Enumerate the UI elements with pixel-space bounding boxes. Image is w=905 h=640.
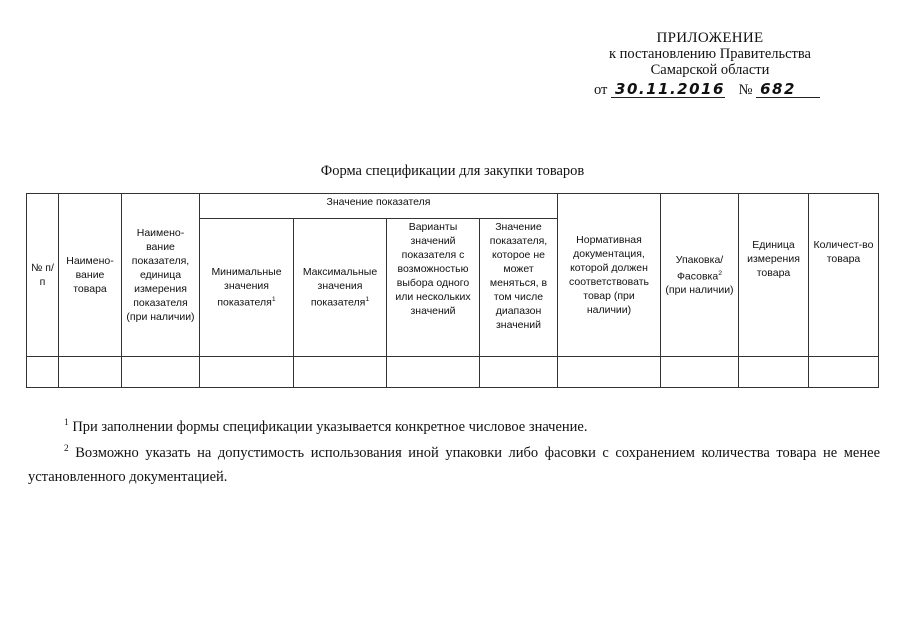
header-max: [294, 219, 387, 357]
table-cell: [809, 357, 879, 388]
footnote-1-text: При заполнении формы спецификации указывается конкретное числовое значение.: [72, 418, 588, 435]
table-cell: [27, 357, 59, 388]
header-value-group: Значение показателя: [200, 194, 558, 219]
header-normative: Нормативная документация, которой должен соответствовать товар (при наличии): [558, 194, 661, 357]
appendix-title: ПРИЛОЖЕНИЕ: [656, 30, 764, 46]
appendix-line1: к постановлению Правительства: [609, 46, 811, 62]
table-cell: [480, 357, 558, 388]
header-packaging: [661, 194, 739, 357]
date-line: [594, 82, 820, 99]
header-fixed: Значение показателя, которое не может меняться, в том числе диапазон значений: [480, 219, 558, 357]
appendix-line2: Самарской области: [650, 62, 770, 78]
table-cell: [59, 357, 122, 388]
sup-2-header: 2: [718, 269, 723, 277]
form-title: Форма спецификации для закупки товаров: [320, 163, 585, 179]
date-prefix: от: [594, 82, 608, 98]
table-cell: [739, 357, 809, 388]
table-header-row-1: [27, 194, 879, 219]
header-pack-b: (при наличии): [665, 284, 734, 297]
specification-table: [26, 193, 879, 388]
header-indicator: Наимено-вание показателя, единица измерения показателя (при наличии): [122, 194, 200, 357]
header-variants: Варианты значений показателя с возможностью выбора одного или нескольких значений: [387, 219, 480, 357]
appendix-header: [560, 30, 860, 78]
footnote-1-mark: 1: [64, 418, 69, 428]
table-row: [27, 357, 879, 388]
footnote-1: [28, 411, 880, 439]
table-cell: [558, 357, 661, 388]
header-quantity: Количест-во товара: [809, 194, 879, 357]
table-cell: [661, 357, 739, 388]
footnote-2: [28, 437, 880, 489]
sup-1-max: 1: [365, 296, 370, 304]
header-unit: Единица измерения товара: [739, 194, 809, 357]
handwritten-date: 30.11.2016: [611, 82, 725, 98]
table-cell: [387, 357, 480, 388]
footnote-2-text: Возможно указать на допустимость использования иной упаковки либо фасовки с сохранением количества товара не менее установленного документацией.: [28, 444, 880, 485]
footnote-2-mark: 2: [64, 444, 69, 454]
header-num: № п/п: [27, 194, 59, 357]
table-cell: [122, 357, 200, 388]
handwritten-number: 682: [756, 82, 820, 98]
header-product: Наимено-вание товара: [59, 194, 122, 357]
number-prefix: №: [738, 82, 753, 98]
header-min: [200, 219, 294, 357]
table-cell: [200, 357, 294, 388]
header-pack-a: Упаковка/ Фасовка: [675, 253, 724, 283]
header-max-label: Максимальные значения показателя: [302, 266, 378, 309]
table-cell: [294, 357, 387, 388]
header-min-label: Минимальные значения показателя: [211, 266, 282, 309]
sup-1-min: 1: [271, 296, 276, 304]
